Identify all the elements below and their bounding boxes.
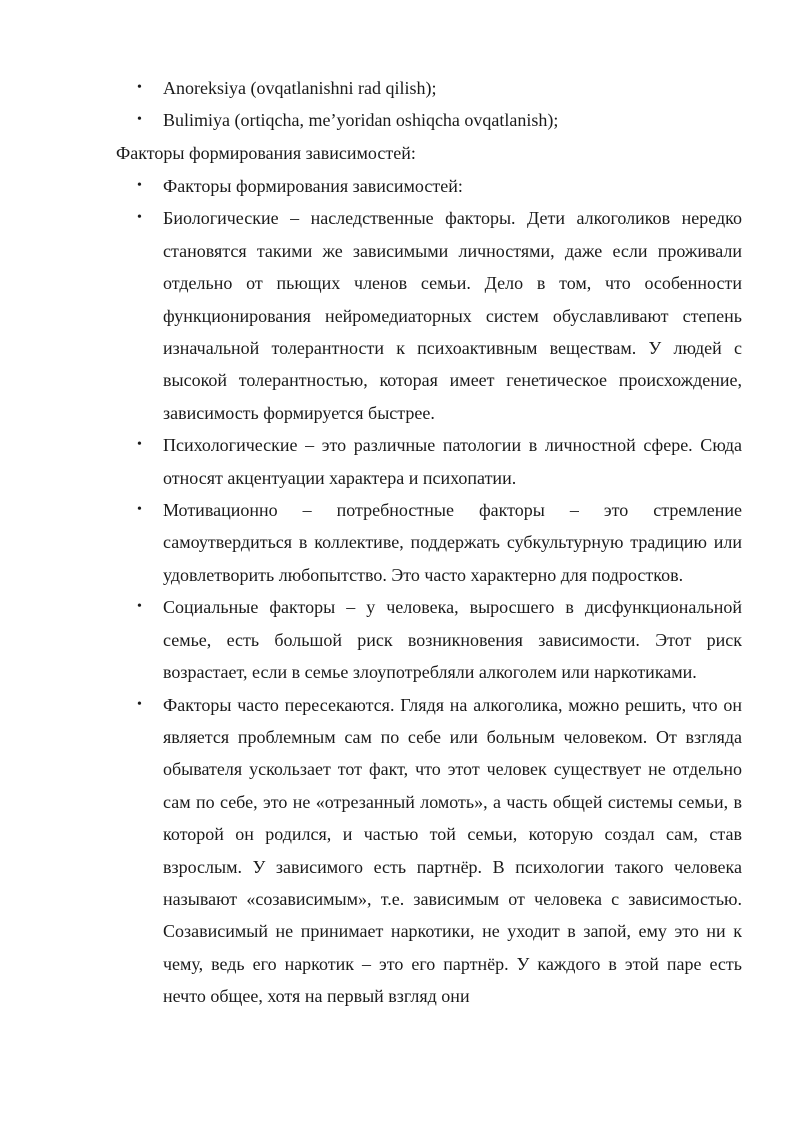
bullet-icon: • <box>137 599 142 615</box>
list-item <box>0 72 800 104</box>
bullet-icon: • <box>137 696 142 712</box>
list-item-text: Факторы формирования зависимостей: <box>163 176 463 196</box>
list-item <box>0 202 800 429</box>
list-item <box>0 591 800 688</box>
section-heading: Факторы формирования зависимостей: <box>116 143 416 163</box>
list-item-text: Психологические – это различные патологии в личностной сфере. Сюда относят акцентуации характера и психопатии. <box>163 435 742 488</box>
bullet-icon: • <box>137 80 142 95</box>
list-item-text: Мотивационно – потребностные факторы – это стремление самоутвердиться в коллективе, поддержать субкультурную традицию или удовлетворить любопытство. Это часто характерно для подростков. <box>163 500 742 585</box>
factors-list <box>0 170 800 1013</box>
list-item-text: Anoreksiya (ovqatlanishni rad qilish); <box>163 78 437 98</box>
list-item <box>0 170 800 202</box>
eating-disorders-list <box>0 72 800 137</box>
list-item <box>0 689 800 1013</box>
bullet-icon: • <box>137 210 142 226</box>
list-item <box>0 429 800 494</box>
bullet-icon: • <box>137 437 142 453</box>
list-item <box>0 494 800 591</box>
list-item-text: Социальные факторы – у человека, выросшего в дисфункциональной семье, есть большой риск возникновения зависимости. Этот риск возрастает, если в семье злоупотребляли алкоголем или наркотиками. <box>163 597 742 683</box>
list-item <box>0 104 800 136</box>
bullet-icon: • <box>137 502 142 518</box>
bullet-icon: • <box>137 178 142 193</box>
list-item-text: Биологические – наследственные факторы. Дети алкоголиков нередко становятся такими же зависимыми личностями, даже если проживали отдельно от пьющих членов семьи. Дело в том, что особенности функционирования нейромедиаторных систем обуславливают степень изначальной толерантности к психоактивным веществам. У людей с высокой толерантностью, которая имеет генетическое происхождение, зависимость формируется быстрее. <box>163 208 742 423</box>
bullet-icon: • <box>137 112 142 128</box>
list-item-text: Факторы часто пересекаются. Глядя на алкоголика, можно решить, что он является проблемным сам по себе или больным человеком. От взгляда обывателя ускользает тот факт, что этот человек существует не отдельно сам по себе, это не «отрезанный ломоть», а часть общей системы семьи, в которой он родился, и частью той семьи, которую создал сам, став взрослым. У зависимого есть партнёр. В психологии такого человека называют «созависимым», т.е. зависимым от человека с зависимостью. Созависимый не принимает наркотики, не уходит в запой, ему это ни к чему, ведь его наркотик – это его партнёр. У каждого в этой паре есть нечто общее, хотя на первый взгляд они <box>163 694 742 1007</box>
list-item-text: Bulimiya (ortiqcha, me’yoridan oshiqcha ovqatlanish); <box>163 110 559 131</box>
